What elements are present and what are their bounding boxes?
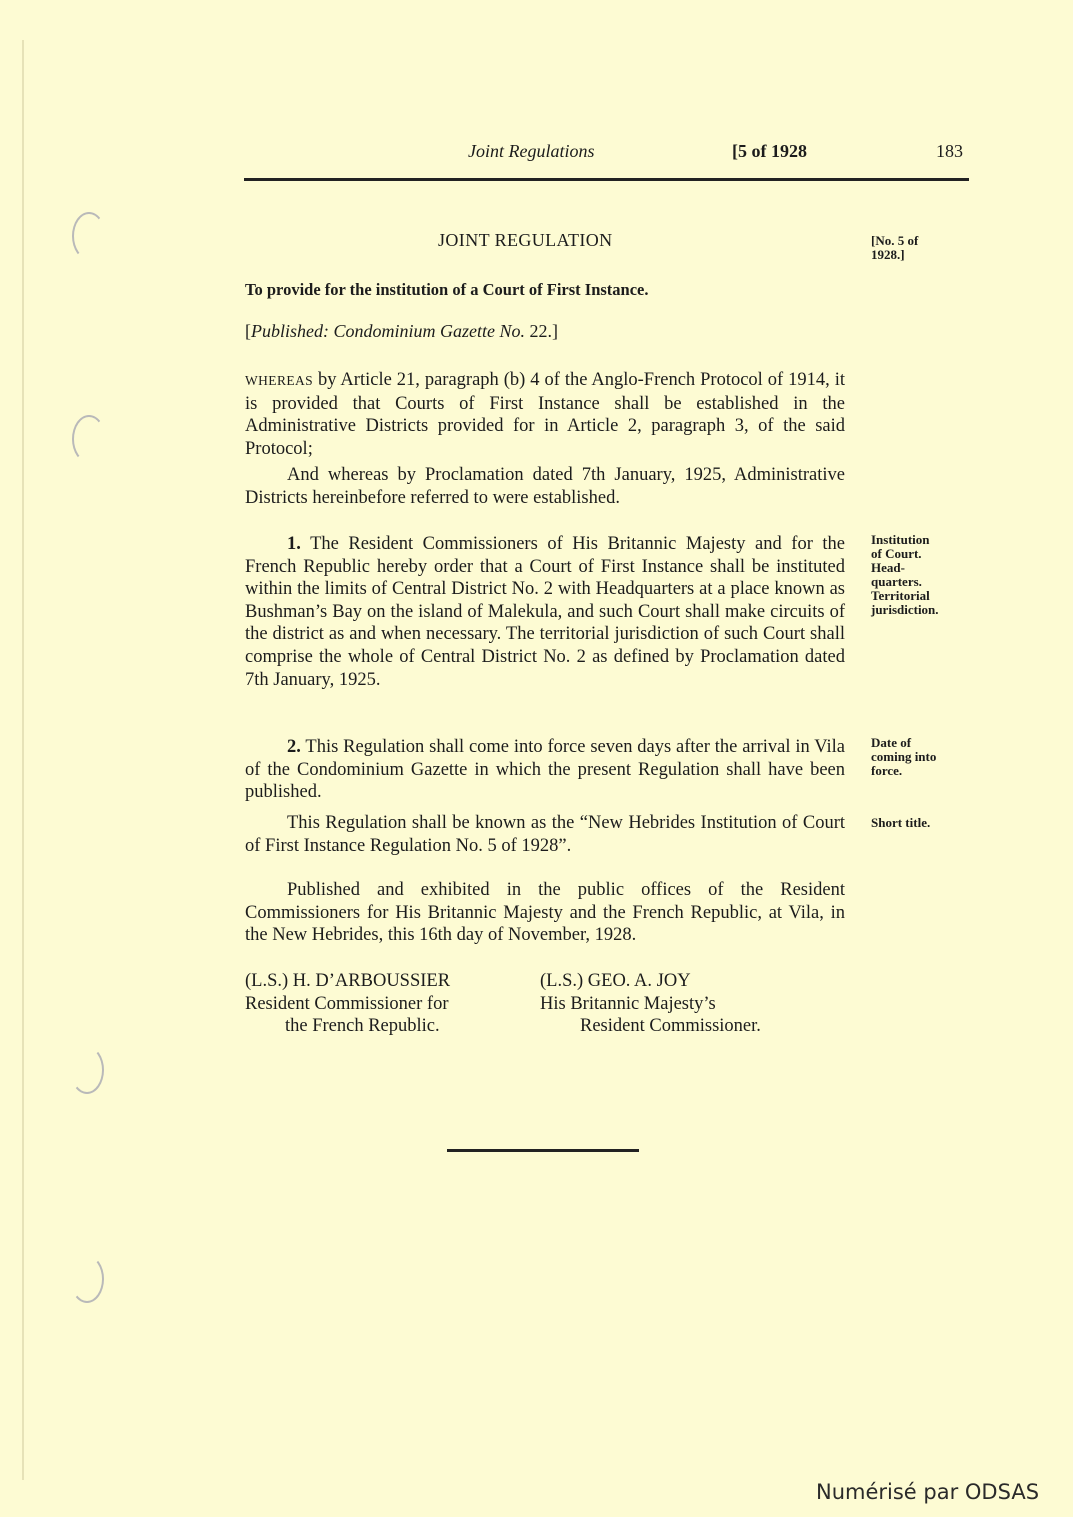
signature-british-commissioner: (L.S.) GEO. A. JOY His Britannic Majesty’s Resident Commissioner. [540, 971, 761, 1037]
punch-hole-icon [70, 1255, 104, 1303]
regulation-subtitle: To provide for the institution of a Court of First Instance. [245, 280, 649, 299]
punch-hole-icon [70, 1046, 104, 1094]
page-number: 183 [936, 141, 963, 161]
margin-note-section-1: Institution of Court. Head- quarters. Territorial jurisdiction. [871, 532, 939, 617]
margin-note-section-2: Date of coming into force. [871, 735, 937, 778]
short-title-paragraph: This Regulation shall be known as the “New Hebrides Institution of Court of First Instance Regulation No. 5 of 1928”. [245, 813, 845, 856]
section-2: 2. This Regulation shall come into force seven days after the arrival in Vila of the Condominium Gazette in which the present Regulation shall have been published. [245, 737, 845, 803]
header-rule [244, 178, 969, 181]
closing-rule [447, 1149, 639, 1152]
section-1: 1. The Resident Commissioners of His Britannic Majesty and for the French Republic hereby order that a Court of First Instance shall be instituted within the limits of Central District No. 2 with Headquarters at a place known as Bushman’s Bay on the island of Malekula, and such Court shall make circuits of the district as and when necessary. The territorial jurisdiction of such Court shall comprise the whole of Central District No. 2 as defined by Proclamation dated 7th January, 1925. [245, 534, 845, 690]
preamble-paragraph-2: And whereas by Proclamation dated 7th January, 1925, Administrative Districts hereinbefore referred to were established. [245, 465, 845, 508]
preamble-paragraph-1: WHEREAS by Article 21, paragraph (b) 4 of the Anglo-French Protocol of 1914, it is provided that Courts of First Instance shall be established in the Administrative Districts provided for in Article 2, paragraph 3, of the said Protocol; [245, 370, 845, 459]
margin-note-number: [No. 5 of 1928.] [871, 233, 919, 262]
page-edge [22, 40, 24, 1480]
publication-notice: Published and exhibited in the public offices of the Resident Commissioners for His Britannic Majesty and the French Republic, at Vila, in the New Hebrides, this 16th day of November, 1928. [245, 880, 845, 946]
running-header-regulation-number: [5 of 1928 [732, 141, 807, 161]
punch-hole-icon [72, 212, 106, 260]
digitization-credit: Numérisé par ODSAS [816, 1480, 1040, 1504]
signature-french-commissioner: (L.S.) H. D’ARBOUSSIER Resident Commissioner for the French Republic. [245, 971, 451, 1037]
published-line: [Published: Condominium Gazette No. 22.] [245, 321, 558, 341]
punch-hole-icon [72, 415, 106, 463]
running-header-title: Joint Regulations [468, 141, 595, 161]
document-heading: JOINT REGULATION [438, 230, 613, 250]
margin-note-short-title: Short title. [871, 815, 931, 830]
